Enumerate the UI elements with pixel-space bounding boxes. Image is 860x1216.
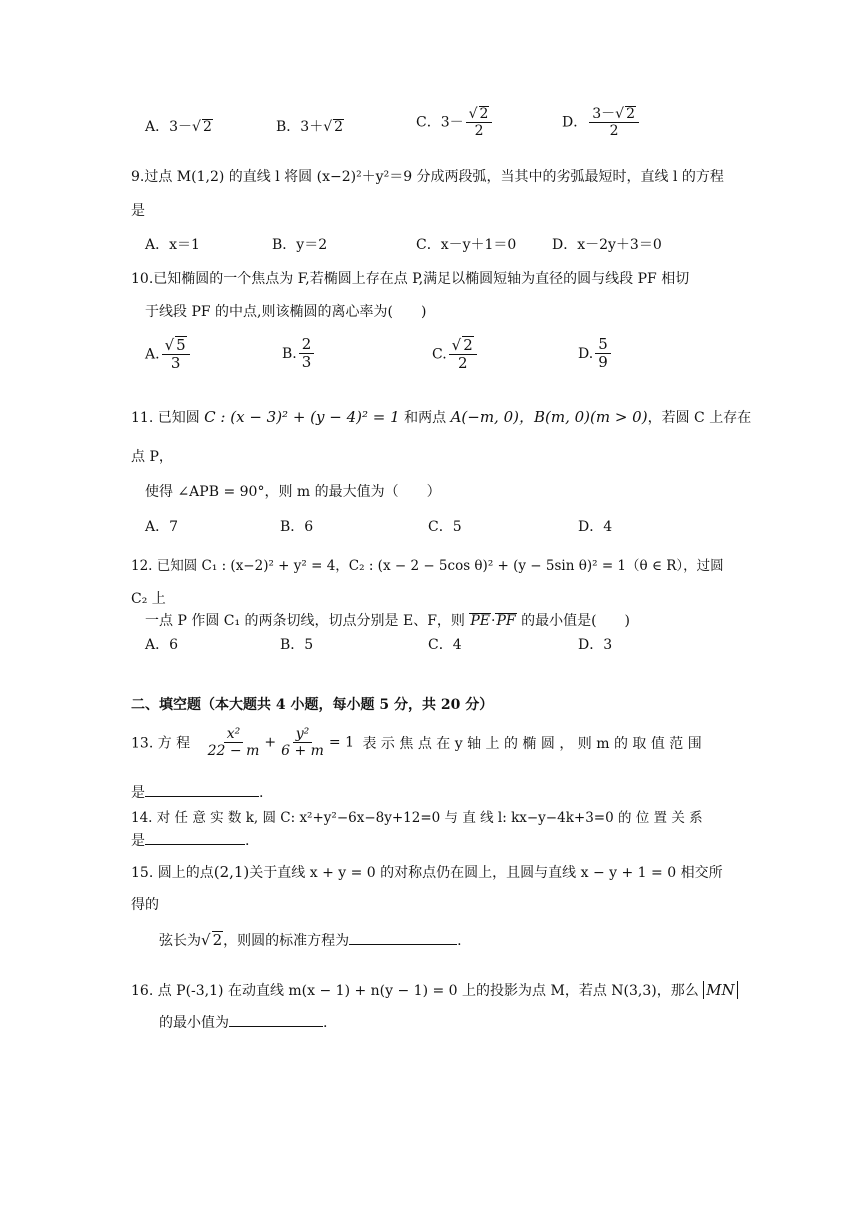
q10-option-c <box>432 336 479 373</box>
q11-option-b: B．6 <box>280 519 314 535</box>
q12-line-1: 12. 已知圆 C₁ : (x−2)² + y² = 4，C₂ : (x − 2 − 5cos θ)² + (y − 5sin θ)² = 1（θ ∈ R），过圆 <box>131 558 724 574</box>
q8-option-d <box>562 106 641 139</box>
q11-line-2: 点 P， <box>131 449 173 465</box>
q8-options <box>0 106 860 146</box>
q13-fraction-y: $\frac{\text{y²}}{6 + m}$ <box>281 726 324 760</box>
vector-pf: PF <box>496 613 516 629</box>
sqrt-sign <box>192 119 201 135</box>
q11-points: A(−m, 0)，B(m, 0)(m > 0) <box>450 408 648 426</box>
q8-option-b-radicand: 2 <box>334 119 344 135</box>
q13-line-2-text: 是 <box>131 785 145 801</box>
q8-option-c-label: C．3－ <box>416 114 464 131</box>
q8-option-a <box>145 116 213 136</box>
q10-option-b <box>282 336 316 372</box>
q10-option-a-label: A. <box>145 346 160 363</box>
q15-intro: 15. 圆上的点 <box>131 865 214 881</box>
q16-abs-mn: MN <box>703 981 737 999</box>
q12-option-a: A．6 <box>145 637 179 653</box>
q11-connector: 和两点 <box>399 410 451 426</box>
q10-option-d-fraction: $\frac{5}{9}$ <box>595 336 611 372</box>
plus-sign: + <box>264 734 277 751</box>
q8-option-b-label: B．3＋ <box>276 119 324 135</box>
q10-option-d <box>578 336 613 372</box>
q10-option-b-label: B. <box>282 345 297 362</box>
q10-option-c-label: C. <box>432 346 447 363</box>
q9-option-c: C．x－y＋1＝0 <box>416 237 517 253</box>
q13-description: 表 示 焦 点 在 y 轴 上 的 椭 圆 ， 则 m 的 取 值 范 围 <box>362 735 702 752</box>
q8-option-c <box>416 106 494 139</box>
q16-text: 16. 点 P(-3,1) 在动直线 m(x − 1) + n(y − 1) = 0 上的投影为点 M，若点 N(3,3)，那么 <box>131 983 704 999</box>
q14-line-2-text: 是 <box>131 833 145 849</box>
q9-option-b: B．y＝2 <box>272 237 328 253</box>
q12-option-c: C．4 <box>428 637 462 653</box>
q14-line-2 <box>131 830 249 850</box>
q12-question: 一点 P 作圆 C₁ 的两条切线，切点分别是 E、F，则 <box>145 613 470 629</box>
q8-option-c-fraction: √ $\frac{2}{2}$ <box>466 106 493 139</box>
q8-option-a-radicand: 2 <box>202 119 212 135</box>
q10-option-a-fraction: √ $\frac{5}{3}$ <box>162 336 190 373</box>
q10-option-b-fraction: $\frac{2}{3}$ <box>299 336 315 372</box>
q16-line-1 <box>131 980 738 1000</box>
q16-answer-blank[interactable] <box>229 1012 323 1027</box>
q10-options <box>0 336 860 386</box>
q8-option-d-fraction: $\frac{3-√ 2}{2}$ <box>589 106 639 139</box>
q16-period: . <box>323 1015 328 1031</box>
q15-radicand: 2 <box>212 931 223 949</box>
q8-option-d-label: D． <box>562 114 588 131</box>
q15-period: . <box>457 933 462 949</box>
dot-product-sign: · <box>491 613 496 629</box>
q15-line-2: 得的 <box>131 897 159 913</box>
q14-period: . <box>245 833 250 849</box>
q15-chord-text: 弦长为 <box>159 933 201 949</box>
q11-intro: 11. 已知圆 <box>131 410 205 426</box>
q10-option-d-label: D. <box>578 345 594 362</box>
q12-question-end: 的最小值是( ) <box>516 613 630 629</box>
q13-fraction-x: $\frac{\text{x²}}{22 - m}$ <box>207 726 260 760</box>
q11-option-d: D．4 <box>578 519 613 535</box>
q12-line-2: C₂ 上 <box>131 591 166 607</box>
q11-option-c: C．5 <box>428 519 462 535</box>
q10-line-2: 于线段 PF 的中点,则该椭圆的离心率为( ) <box>145 304 427 320</box>
q9-line-1: 9.过点 M(1,2) 的直线 l 将圆 (x−2)²＋y²＝9 分成两段弧，当其中的劣弧最短时，直线 l 的方程 <box>131 169 724 185</box>
section-heading-fill-in: 二、填空题（本大题共 4 小题，每小题 5 分，共 20 分） <box>131 697 494 713</box>
q10-option-a <box>145 336 192 373</box>
q8-option-a-label: A．3－ <box>145 119 193 135</box>
sqrt-sign <box>201 931 211 949</box>
q14-answer-blank[interactable] <box>145 830 245 845</box>
q16-question: 的最小值为 <box>159 1015 229 1031</box>
q15-line-3 <box>159 930 462 950</box>
q11-option-a: A．7 <box>145 519 179 535</box>
q16-line-2 <box>159 1012 327 1032</box>
q13-intro: 13. 方 程 <box>131 735 191 752</box>
q15-question: ，则圆的标准方程为 <box>223 933 350 949</box>
q13-period: . <box>259 785 264 801</box>
q13-line-2 <box>131 782 263 802</box>
q9-line-2: 是 <box>131 203 145 219</box>
q15-point: (2,1) <box>213 863 250 881</box>
q15-line-1 <box>131 862 723 882</box>
q12-option-b: B．5 <box>280 637 314 653</box>
q10-line-1: 10.已知椭圆的一个焦点为 F,若椭圆上存在点 P,满足以椭圆短轴为直径的圆与线段 PF 相切 <box>131 271 690 287</box>
q12-option-d: D．3 <box>578 637 613 653</box>
q9-option-a: A．x＝1 <box>145 237 200 253</box>
q11-circle-equation: C : (x − 3)² + (y − 4)² = 1 <box>204 408 400 426</box>
vector-pe: PE <box>470 613 491 629</box>
q11-tail: ，若圆 C 上存在 <box>647 410 752 426</box>
q9-option-d: D．x－2y＋3＝0 <box>552 237 662 253</box>
q15-condition: 关于直线 x + y = 0 的对称点仍在圆上，且圆与直线 x − y + 1 = 0 相交所 <box>249 865 723 881</box>
q11-line-1 <box>131 406 751 427</box>
q10-option-c-fraction: √ $\frac{2}{2}$ <box>449 336 477 373</box>
q13-answer-blank[interactable] <box>145 782 259 797</box>
q8-option-b <box>276 116 344 136</box>
q13-line-1 <box>131 726 702 776</box>
q12-line-3 <box>145 610 630 630</box>
q15-answer-blank[interactable] <box>349 930 457 945</box>
q11-line-3: 使得 ∠APB = 90°，则 m 的最大值为（ ） <box>145 484 441 500</box>
q14-line-1: 14. 对 任 意 实 数 k, 圆 C: x²+y²−6x−8y+12=0 与 直 线 l: kx−y−4k+3=0 的 位 置 关 系 <box>131 810 703 826</box>
q13-equals: = 1 <box>328 734 355 751</box>
sqrt-sign <box>323 119 332 135</box>
